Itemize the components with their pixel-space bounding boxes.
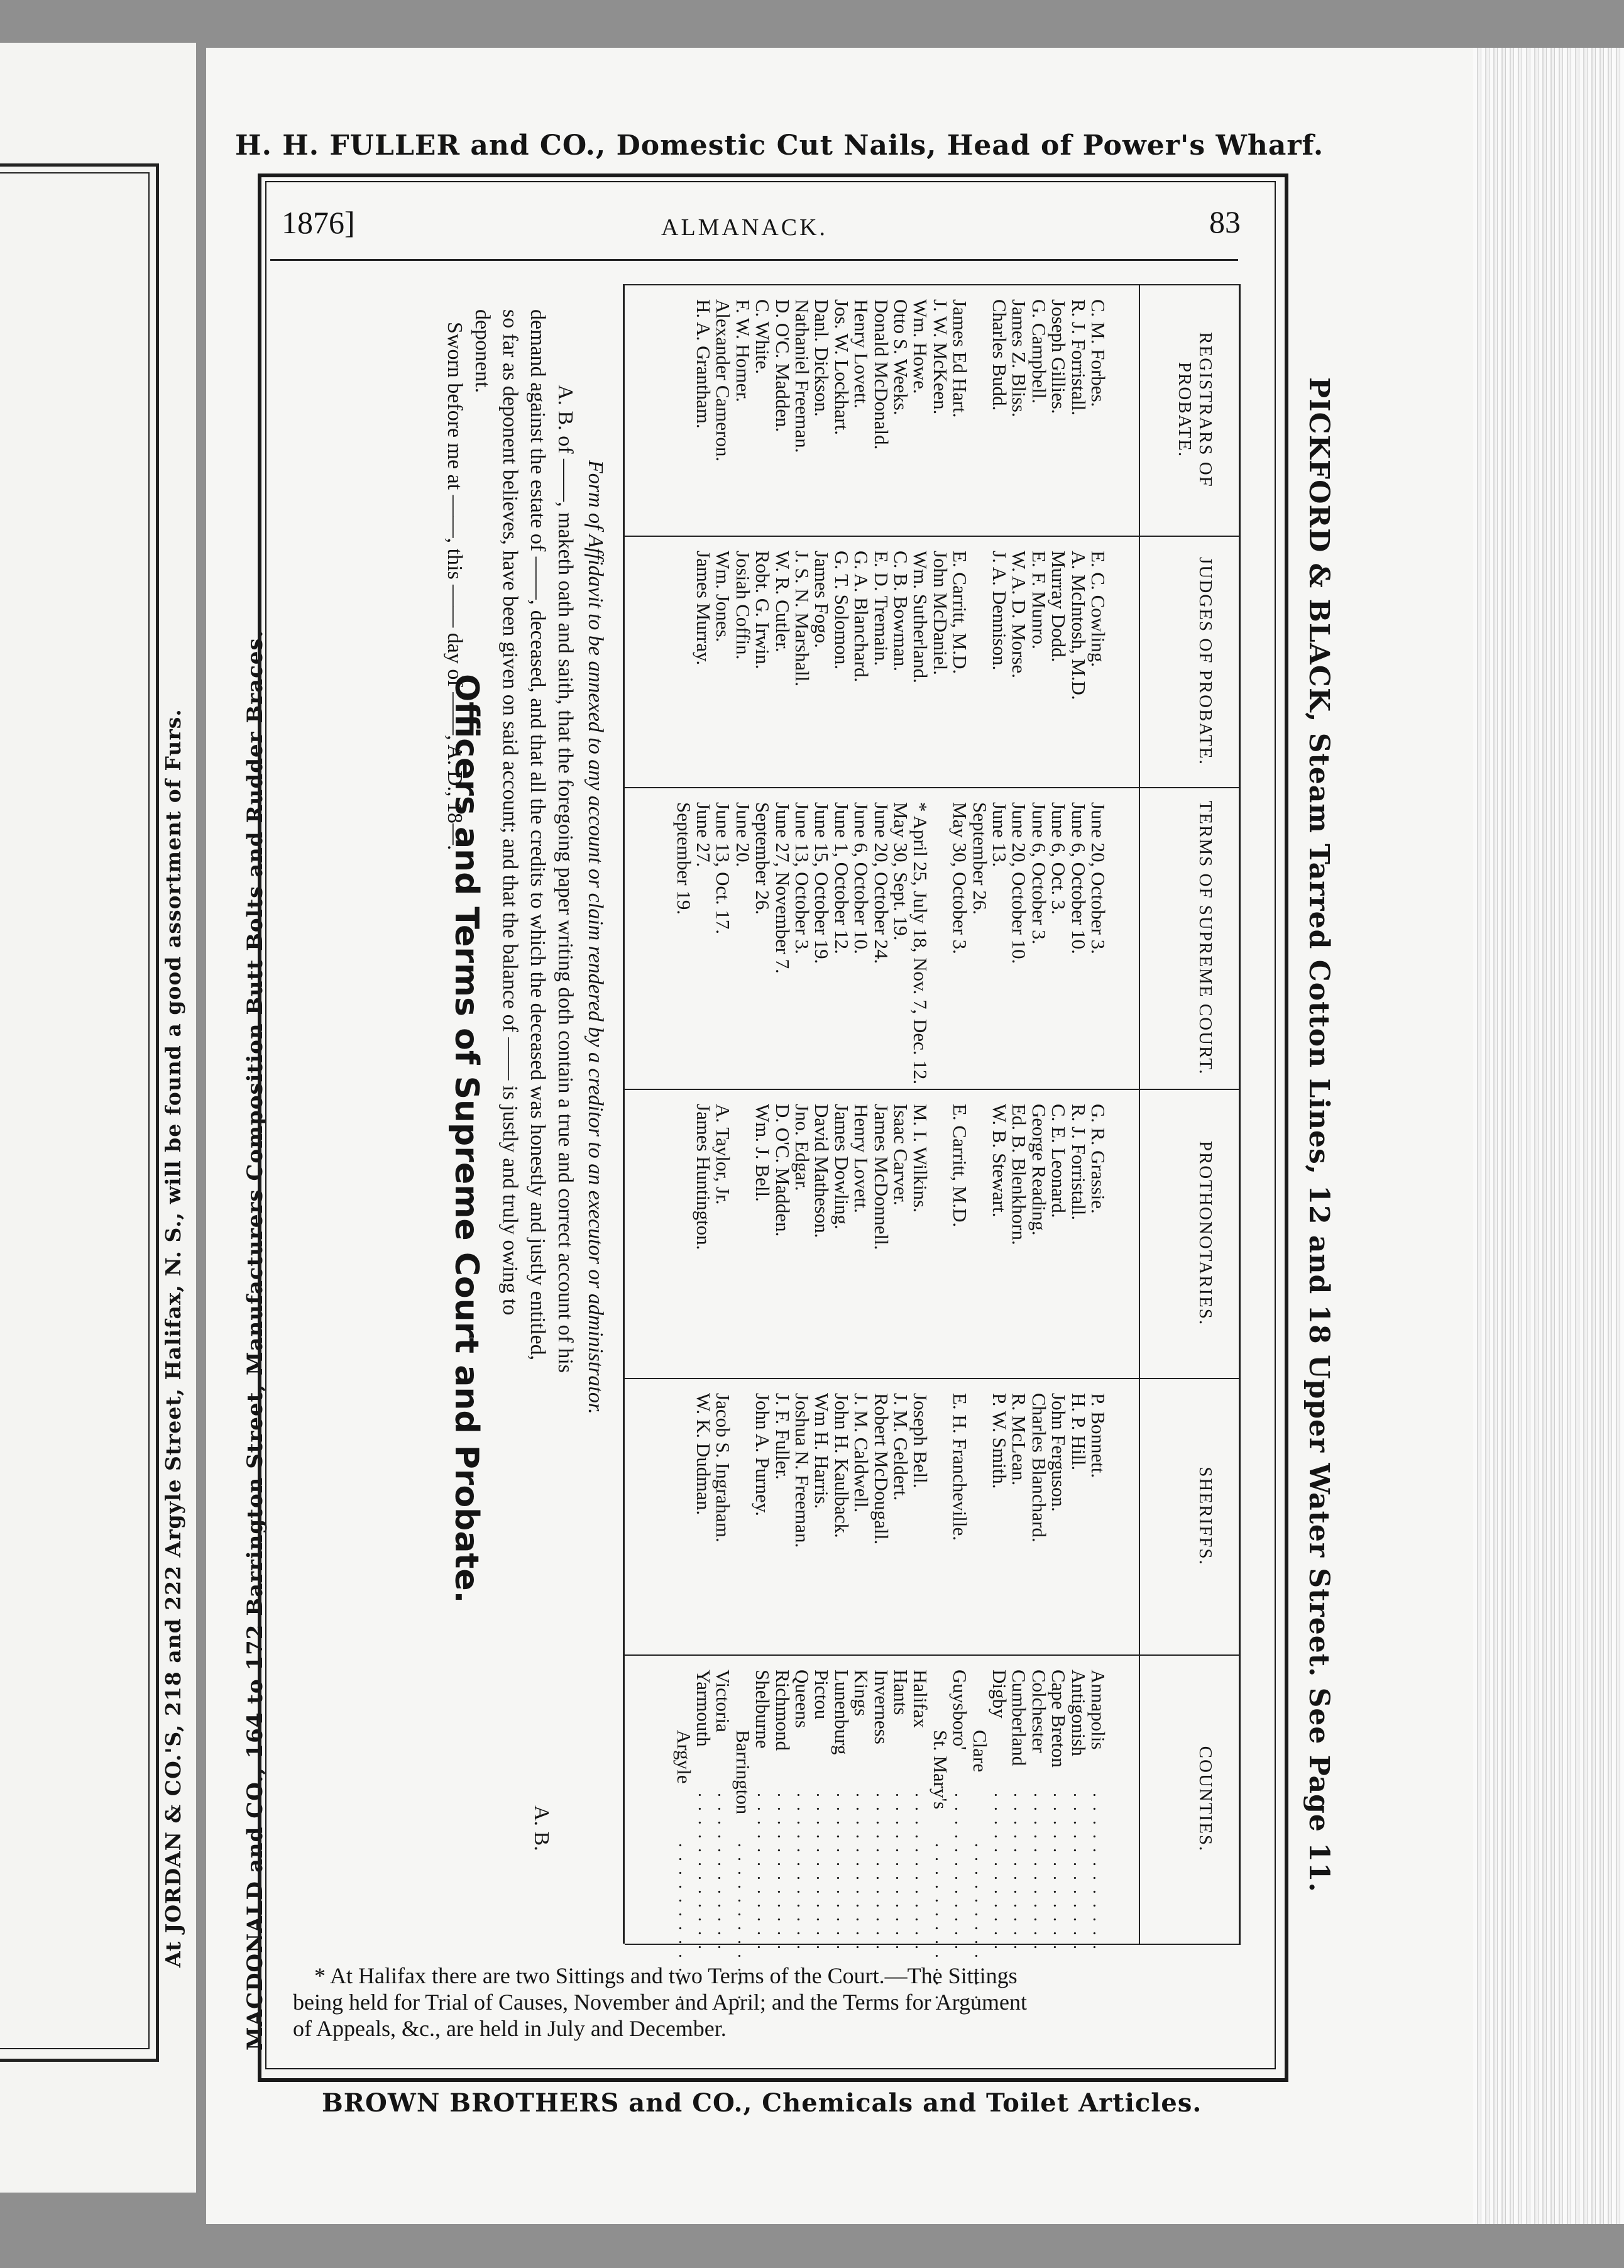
terms-cell: June 20. [732, 802, 754, 867]
registrar-cell: Wm. Howe. [909, 299, 932, 394]
sheriff-cell: Joshua N. Freeman. [791, 1393, 813, 1548]
footnote-line: * At Halifax there are two Sittings and two Terms of the Court.—The Sittings [314, 1963, 1018, 1988]
page-edges [1473, 48, 1624, 2224]
prothonotary-cell: W. B. Stewart. [989, 1104, 1011, 1218]
footnote-line: being held for Trial of Causes, November and April; and the Terms for Argument [293, 1990, 1027, 2015]
column-rule [625, 1089, 1241, 1090]
left-page-side-ad-text: At JORDAN & CO.'S, 218 and 222 Argyle Street, Halifax, N. S., will be found a good assortment of Furs. [161, 708, 185, 1968]
terms-cell: June 6, October 3. [1028, 802, 1050, 945]
prothonotary-cell: A. Taylor, Jr. [712, 1104, 735, 1205]
registrar-cell: H. A. Grantham. [693, 299, 715, 429]
prothonotary-cell: Isaac Carver. [890, 1104, 912, 1206]
dot-leader: . . . . . . . . . . . . [1089, 1793, 1109, 1952]
judge-cell: John McDaniel. [929, 551, 952, 676]
dot-leader: . . . . . . . . . . . . [990, 1793, 1010, 1952]
prothonotary-cell: Henry Lovett. [850, 1104, 873, 1213]
terms-cell: June 27, November 7. [771, 802, 794, 974]
table-rule [1239, 284, 1241, 1944]
sheriff-cell: P. W. Smith. [989, 1393, 1011, 1489]
prothonotary-cell: R. J. Forristall. [1067, 1104, 1090, 1221]
judge-cell: Robt. G. Irwin. [752, 551, 774, 669]
sheriff-cell: W. K. Dudman. [693, 1393, 715, 1516]
judge-cell: J. S. N. Marshall. [791, 551, 813, 687]
county-cell: Antigonish [1067, 1670, 1090, 1756]
affidavit-line: A. B. [530, 1805, 553, 1851]
terms-cell: June 6, Oct. 3. [1048, 802, 1070, 915]
dot-leader: . . . . . . . . . . . . [754, 1793, 774, 1952]
county-cell: Clare [968, 1730, 991, 1773]
dot-leader: . . . . . . . . . . . . [872, 1793, 892, 1952]
table-title: Officers and Terms of Supreme Court and Probate. [447, 674, 485, 1604]
judge-cell: E. Carritt, M.D. [949, 551, 972, 674]
registrar-cell: Otto S. Weeks. [890, 299, 912, 416]
prothonotary-cell: James Huntington. [693, 1104, 715, 1250]
judge-cell: W. A. D. Morse. [1008, 551, 1031, 678]
affidavit-line: A. B. of ——, maketh oath and saith, that the foregoing paper writing doth contain a true and correct account of his [554, 385, 577, 1373]
terms-cell: June 6, October 10. [1067, 802, 1090, 954]
column-rule [625, 1654, 1241, 1656]
registrar-cell: Henry Lovett. [850, 299, 873, 409]
registrar-cell: Donald McDonald. [870, 299, 892, 450]
registrar-cell: J. W. McKeen. [929, 299, 952, 415]
judge-cell: Wm. Sutherland. [909, 551, 932, 683]
registrar-cell: Jos. W. Lockhart. [830, 299, 853, 436]
dot-leader: . . . . . . . . . . . . [714, 1793, 734, 1952]
header-rule [1139, 284, 1140, 1944]
county-cell: Queens [791, 1670, 813, 1728]
header-year: 1876] [282, 205, 355, 240]
county-cell: Lunenburg [830, 1670, 853, 1755]
registrar-cell: G. Campbell. [1028, 299, 1050, 404]
sheriff-cell: E. H. Francheville. [949, 1393, 972, 1541]
county-cell: Pictou [811, 1670, 833, 1720]
dot-leader: . . . . . . . . . . . . [1069, 1793, 1089, 1952]
sheriff-cell: R. McLean. [1008, 1393, 1031, 1486]
dot-leader: . . . . . . . . . . . . [832, 1793, 852, 1952]
sheriff-cell: J. M. Geldert. [890, 1393, 912, 1501]
terms-cell: June 6, October 10. [850, 802, 873, 954]
prothonotary-cell: Jno. Edgar. [791, 1104, 813, 1191]
affidavit-line: so far as deponent believes, have been given on said account; and that the balance of —— is justly and truly owing to [498, 309, 522, 1316]
dot-leader: . . . . . . . . . . . . [733, 1843, 754, 2002]
column-header: TERMS OF SUPREME COURT. [1195, 800, 1215, 1076]
terms-cell: June 20, October 3. [1087, 802, 1109, 954]
terms-cell: June 13, October 3. [791, 802, 813, 954]
sheriff-cell: J. F. Fuller. [771, 1393, 794, 1480]
judge-cell: E. D. Tremain. [870, 551, 892, 666]
registrar-cell: Alexander Cameron. [712, 299, 735, 462]
sheriff-cell: Joseph Bell. [909, 1393, 932, 1489]
county-cell: Hants [890, 1670, 912, 1715]
prothonotary-cell: D. O'C. Madden. [771, 1104, 794, 1237]
terms-cell: June 15, October 19. [811, 802, 833, 964]
county-cell: Barrington [732, 1730, 754, 1815]
dot-leader: . . . . . . . . . . . . [1050, 1793, 1070, 1952]
judge-cell: G. A. Blanchard. [850, 551, 873, 683]
registrar-cell: C. White. [752, 299, 774, 375]
sheriff-cell: P. Bonnett. [1087, 1393, 1109, 1478]
terms-cell: May 30, October 3. [949, 802, 972, 954]
registrar-cell: Joseph Gillies. [1048, 299, 1070, 414]
county-cell: Kings [850, 1670, 873, 1717]
header-page-number: 83 [1209, 204, 1241, 239]
terms-cell: June 27. [693, 802, 715, 867]
dot-leader: . . . . . . . . . . . . [674, 1843, 694, 2002]
dot-leader: . . . . . . . . . . . . [773, 1793, 793, 1952]
registrar-cell: D. O'C. Madden. [771, 299, 794, 432]
sheriff-cell: Wm H. Harris. [811, 1393, 833, 1509]
affidavit-line: Form of Affidavit to be annexed to any account or claim rendered by a creditor to an executor or administrator. [584, 460, 607, 1414]
terms-cell: * April 25, July 18, Nov. 7, Dec. 12. [909, 802, 932, 1085]
prothonotary-cell: E. Carritt, M.D. [949, 1104, 972, 1228]
sheriff-cell: J. M. Caldwell. [850, 1393, 873, 1513]
terms-cell: May 30, Sept. 19. [890, 802, 912, 941]
county-cell: Inverness [870, 1670, 892, 1744]
registrar-cell: Nathaniel Freeman. [791, 299, 813, 453]
judge-cell: W. R. Cutler. [771, 551, 794, 652]
column-header: JUDGES OF PROBATE. [1195, 557, 1215, 766]
footnote-line: of Appeals, &c., are held in July and December. [293, 2016, 727, 2041]
registrar-cell: Danl. Dickson. [811, 299, 833, 417]
prothonotary-cell: M. I. Wilkins. [909, 1104, 932, 1213]
column-rule [625, 536, 1241, 537]
dot-leader: . . . . . . . . . . . . [951, 1793, 971, 1952]
dot-leader: . . . . . . . . . . . . [931, 1843, 951, 2002]
judge-cell: A. McIntosh, M.D. [1067, 551, 1090, 700]
judge-cell: Murray Dodd. [1048, 551, 1070, 663]
prothonotary-cell: James Dowling. [830, 1104, 853, 1230]
prothonotary-cell: James McDonnell. [870, 1104, 892, 1250]
sheriff-cell: John A. Purney. [752, 1393, 774, 1517]
judge-cell: E. C. Cowling. [1087, 551, 1109, 668]
dot-leader: . . . . . . . . . . . . [813, 1793, 833, 1952]
registrar-cell: Charles Budd. [989, 299, 1011, 411]
county-cell: Yarmouth [693, 1670, 715, 1747]
sheriff-cell: John H. Kaulback. [830, 1393, 853, 1538]
prothonotary-cell: David Matheson. [811, 1104, 833, 1238]
right-advert-text: PICKFORD & BLACK, Steam Tarred Cotton Lines, 12 and 18 Upper Water Street. See Page 11. [1303, 377, 1335, 1893]
dot-leader: . . . . . . . . . . . . [694, 1793, 714, 1952]
terms-cell: September 26. [752, 802, 774, 915]
sheriff-cell: Jacob S. Ingraham. [712, 1393, 735, 1543]
terms-cell: June 13. [989, 802, 1011, 867]
registrar-cell: F. W. Homer. [732, 299, 754, 402]
judge-cell: E. F. Munro. [1028, 551, 1050, 649]
sheriff-cell: John Ferguson. [1048, 1393, 1070, 1512]
dot-leader: . . . . . . . . . . . . [1029, 1793, 1050, 1952]
dot-leader: . . . . . . . . . . . . [852, 1793, 872, 1952]
column-rule [625, 1378, 1241, 1379]
county-cell: Cumberland [1008, 1670, 1031, 1766]
county-cell: Guysboro' [949, 1670, 972, 1750]
judge-cell: G. T. Solomon. [830, 551, 853, 670]
terms-cell: June 20, October 10. [1008, 802, 1031, 964]
dot-leader: . . . . . . . . . . . . [1010, 1793, 1030, 1952]
dot-leader: . . . . . . . . . . . . [892, 1793, 911, 1952]
county-cell: Richmond [771, 1670, 794, 1751]
registrar-cell: James Z. Bliss. [1008, 299, 1031, 417]
terms-cell: September 19. [672, 802, 695, 915]
sheriff-cell: Charles Blanchard. [1028, 1393, 1050, 1543]
judge-cell: Wm. Jones. [712, 551, 735, 642]
top-advert: H. H. FULLER and CO., Domestic Cut Nails, Head of Power's Wharf. [235, 129, 1324, 162]
judge-cell: C. B. Bowman. [890, 551, 912, 672]
county-cell: Shelburne [752, 1670, 774, 1749]
sheriff-cell: Robert McDougall. [870, 1393, 892, 1545]
dot-leader: . . . . . . . . . . . . [793, 1793, 813, 1952]
left-advert-text: MACDONALD and CO., 164 to 172 Barrington Street, Manufacturers Composition Butt Bolts and Rudder Braces. [243, 629, 268, 2051]
terms-cell: June 13, Oct. 17. [712, 802, 735, 935]
judge-cell: James Fogo. [811, 551, 833, 648]
prothonotary-cell: George Reading. [1028, 1104, 1050, 1236]
affidavit-line: deponent. [471, 309, 494, 394]
registrar-cell: James Ed Hart. [949, 299, 972, 418]
affidavit-line: Sworn before me at ——, this —— day of ——, A. D., 18—. [443, 322, 466, 851]
judge-cell: Josiah Coffin. [732, 551, 754, 660]
affidavit-line: demand against the estate of ——, deceased, and that all the credits to which the deceased was honestly and justly entitled, [526, 309, 549, 1361]
column-header: SHERIFFS. [1195, 1467, 1215, 1566]
county-cell: Colchester [1028, 1670, 1050, 1753]
county-cell: Annapolis [1087, 1670, 1109, 1750]
prothonotary-cell: C. E. Leonard. [1048, 1104, 1070, 1218]
judge-cell: James Murray. [693, 551, 715, 666]
column-header: PROTHONOTARIES. [1195, 1140, 1215, 1326]
column-header: REGISTRARS OF PROBATE. [1174, 332, 1215, 488]
county-cell: Digby [989, 1670, 1011, 1719]
county-cell: Argyle [672, 1730, 695, 1784]
county-cell: St. Mary's [929, 1730, 952, 1810]
dot-leader: . . . . . . . . . . . . [911, 1793, 931, 1952]
prothonotary-cell: Wm. J. Bell. [752, 1104, 774, 1202]
sheriff-cell: H. P. Hill. [1067, 1393, 1090, 1471]
county-cell: Cape Breton [1048, 1670, 1070, 1768]
column-header: COUNTIES. [1195, 1746, 1215, 1852]
terms-cell: June 20, October 24. [870, 802, 892, 964]
table-rule [625, 284, 1241, 285]
registrar-cell: R. J. Forristall. [1067, 299, 1090, 416]
column-rule [625, 787, 1241, 788]
county-cell: Victoria [712, 1670, 735, 1732]
registrar-cell: C. M. Forbes. [1087, 299, 1109, 407]
judge-cell: J. A. Dennison. [989, 551, 1011, 671]
header-rule [270, 259, 1238, 261]
prothonotary-cell: G. R. Grassie. [1087, 1104, 1109, 1214]
county-cell: Halifax [909, 1670, 932, 1728]
terms-cell: June 1, October 12. [830, 802, 853, 954]
terms-cell: September 26. [968, 802, 991, 915]
prothonotary-cell: Ed. B. Blenkhorn. [1008, 1104, 1031, 1245]
header-title: ALMANACK. [661, 214, 828, 241]
bottom-advert: BROWN BROTHERS and CO., Chemicals and Toilet Articles. [322, 2088, 1202, 2118]
dot-leader: . . . . . . . . . . . . [970, 1843, 990, 2002]
left-page-border-inner [0, 172, 150, 2049]
table-rule [623, 284, 625, 1944]
